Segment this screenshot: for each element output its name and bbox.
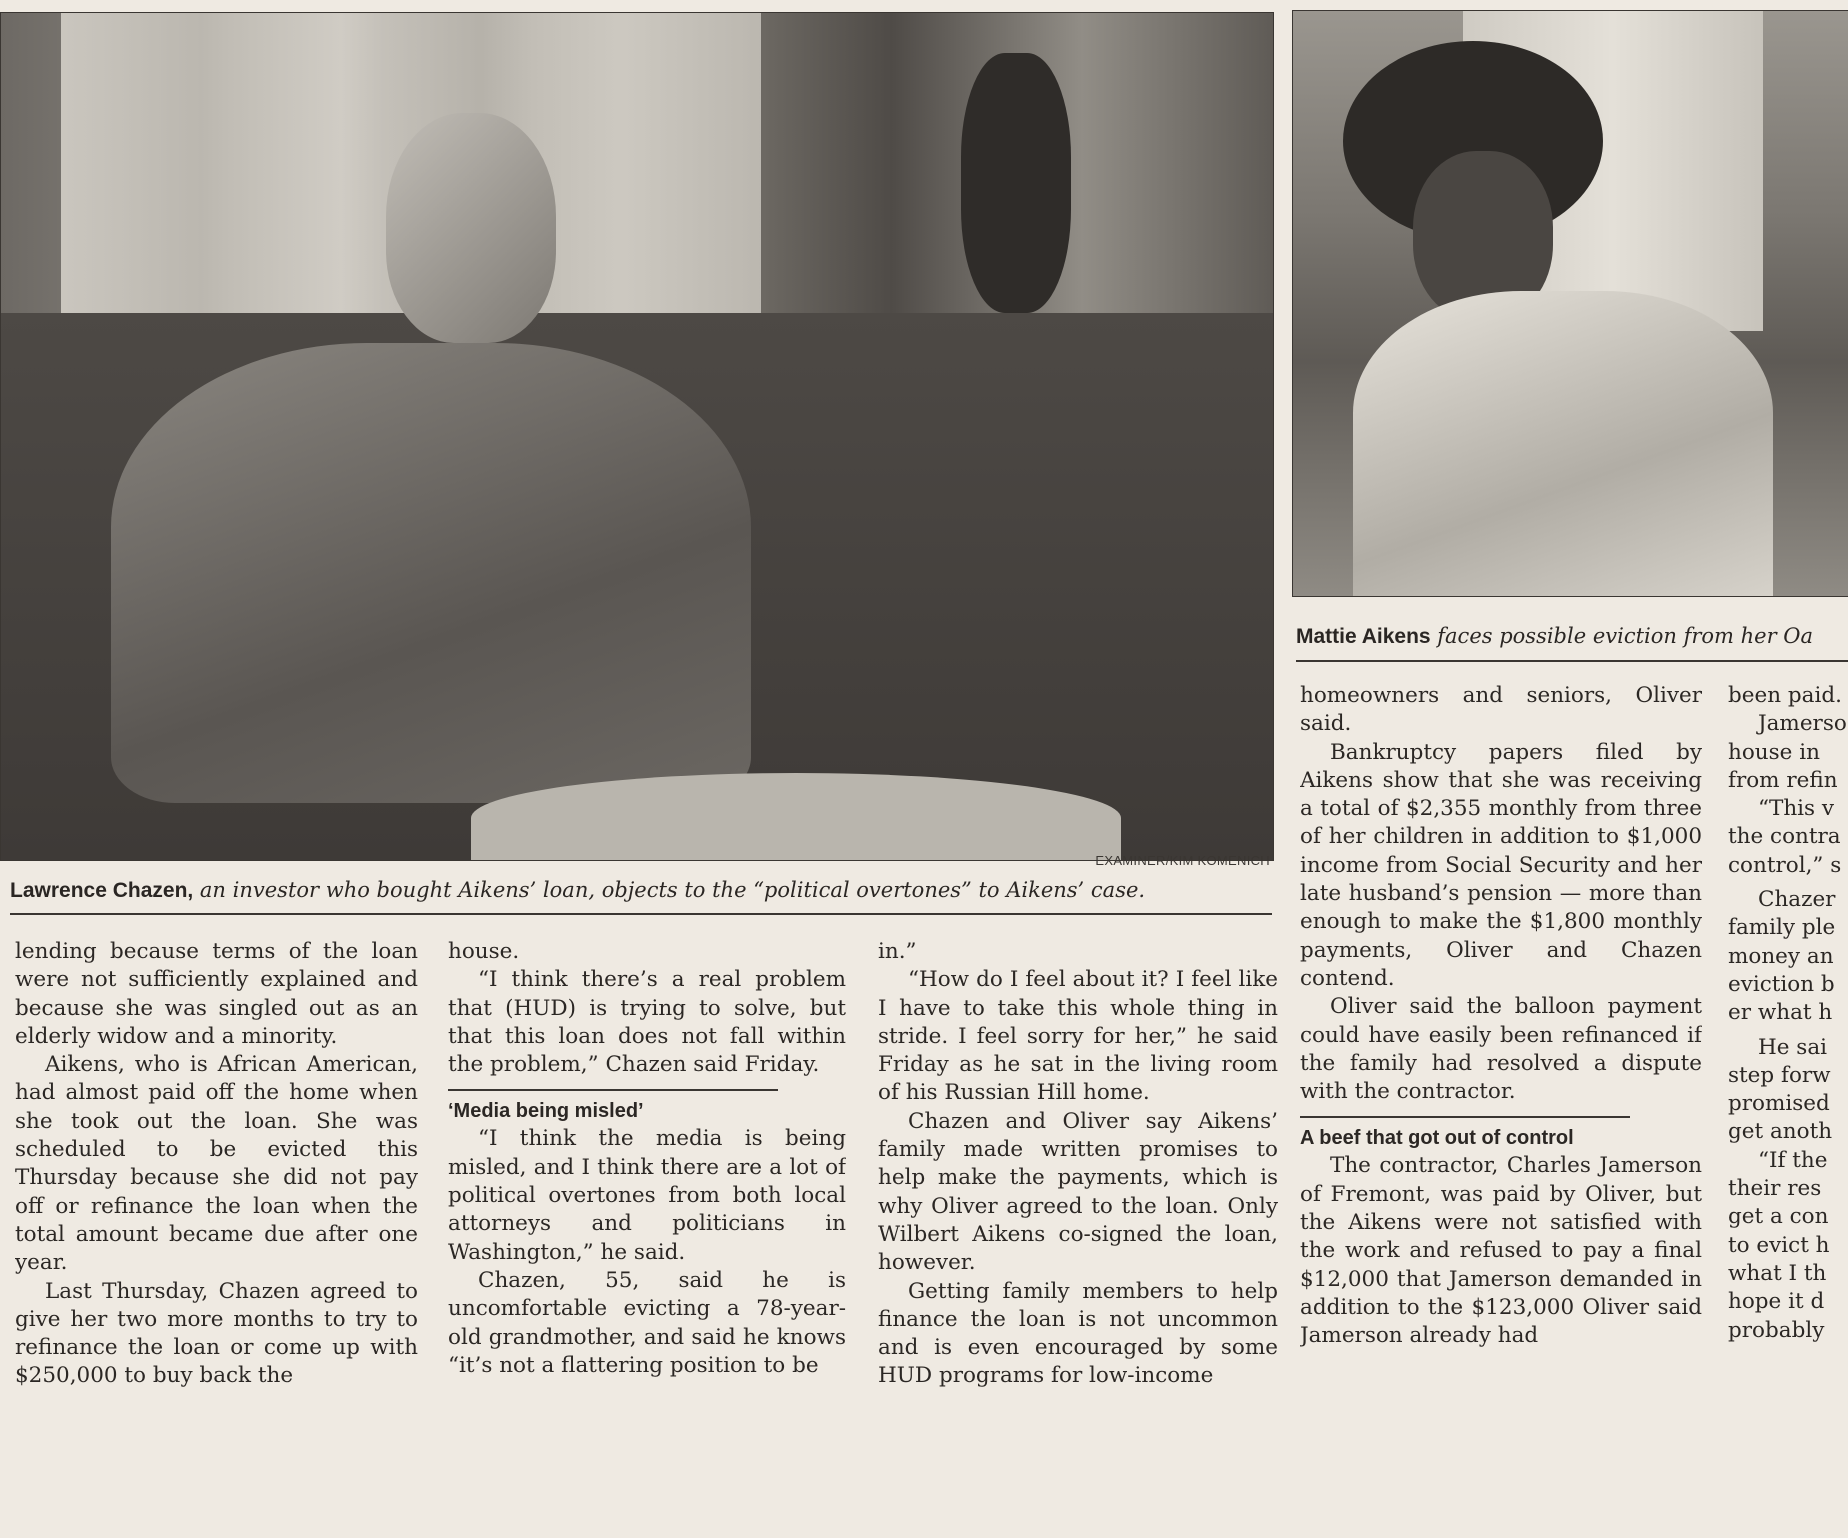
paragraph: lending because terms of the loan were not sufficiently explained and because she was singled out as an elderly widow and a minority.	[15, 939, 418, 1049]
text-line: control,” s	[1728, 852, 1842, 878]
paragraph: Getting family members to help finance the loan is not uncommon and is even encouraged by some HUD programs for low-income	[878, 1278, 1278, 1389]
text-line: money an	[1728, 943, 1834, 969]
man-legs	[471, 773, 1121, 861]
text-line: been paid.	[1728, 683, 1842, 708]
caption-rule-right	[1296, 660, 1848, 662]
caption-name: Lawrence Chazen,	[10, 879, 194, 902]
text-line: step forw	[1728, 1062, 1831, 1088]
subhead-rule	[448, 1089, 778, 1091]
text-line: what I th	[1728, 1260, 1827, 1286]
text-line: to evict h	[1728, 1232, 1830, 1258]
text-line: “If the	[1758, 1147, 1828, 1173]
aikens-photo	[1292, 10, 1848, 597]
paragraph: Aikens, who is African American, had almost paid off the home when she took out the loan. She was scheduled to be evicted this Thursday because she did not pay off or refinance the loan when the total amount became due after one year.	[15, 1052, 418, 1276]
text-line: Jamerso	[1758, 711, 1847, 737]
text-line: family ple	[1728, 915, 1836, 941]
text-line: their res	[1728, 1176, 1822, 1202]
woman-blouse	[1353, 291, 1773, 596]
text-line: get anoth	[1728, 1119, 1833, 1145]
chazen-photo	[0, 12, 1274, 861]
text-line: the contra	[1728, 824, 1841, 850]
article-column-5-cropped	[1728, 682, 1848, 1482]
paragraph: house.	[448, 939, 520, 964]
subhead-beef: A beef that got out of control	[1300, 1127, 1574, 1150]
article-column-3	[878, 938, 1278, 1483]
paragraph: Bankruptcy papers filed by Aikens show that she was receiving a total of $2,355 monthly from three of her children in addition to $1,000 income from Social Security and her late husband’s pension — more than enough to make the $1,800 monthly payments, Oliver and Chazen contend.	[1300, 739, 1702, 991]
text-line: from refin	[1728, 767, 1838, 793]
paragraph: in.”	[878, 939, 917, 964]
caption-name: Mattie Aikens	[1296, 625, 1431, 648]
caption-text: faces possible eviction from her Oa	[1430, 624, 1814, 648]
photo-caption-right	[1296, 624, 1813, 649]
paragraph: Chazen and Oliver say Aikens’ family made written promises to help make the payments, which is why Oliver agreed to the loan. Only Wilbert Aikens co-signed the loan, however.	[878, 1108, 1278, 1276]
sculpture	[961, 53, 1071, 313]
text-line: get a con	[1728, 1204, 1829, 1230]
text-line: He sai	[1758, 1034, 1828, 1060]
article-column-1	[15, 938, 418, 1483]
photo-credit: EXAMINER/KIM KOMENICH	[1095, 853, 1270, 868]
text-line: Chazer	[1758, 887, 1836, 913]
text-line: promised	[1728, 1091, 1830, 1117]
article-column-2	[448, 938, 846, 1483]
paragraph: The contractor, Charles Jamerson of Fremont, was paid by Oliver, but the Aikens were not satisfied with the work and refused to pay a final $12,000 that Jamerson demanded in addition to the $123,000 Oliver said Jamerson already had	[1300, 1153, 1702, 1349]
photo-caption-left	[10, 878, 1145, 903]
man-head	[386, 113, 556, 343]
paragraph: homeowners and seniors, Oliver said.	[1300, 683, 1702, 737]
paragraph: Last Thursday, Chazen agreed to give her two more months to try to refinance the loan or come up with $250,000 to buy back the	[15, 1278, 418, 1389]
paragraph: Oliver said the balloon payment could have easily been refinanced if the family had resolved a dispute with the contractor.	[1300, 994, 1702, 1105]
text-line: hope it d	[1728, 1289, 1825, 1315]
subhead-rule	[1300, 1116, 1630, 1118]
text-line: probably	[1728, 1317, 1825, 1343]
paragraph: “How do I feel about it? I feel like I have to take this whole thing in stride. I feel sorry for her,” he said Friday as he sat in the living room of his Russian Hill home.	[878, 967, 1278, 1106]
text-line: er what h	[1728, 1000, 1833, 1026]
paragraph: “I think the media is being misled, and I think there are a lot of political overtones from both local attorneys and politicians in Washington,” he said.	[448, 1126, 846, 1265]
caption-rule-left	[10, 913, 1272, 915]
text-line: house in	[1728, 739, 1820, 765]
man-sweater	[111, 343, 751, 803]
caption-text: an investor who bought Aikens’ loan, objects to the “political overtones” to Aikens’ case.	[193, 878, 1146, 902]
text-line: “This v	[1758, 796, 1835, 822]
paragraph: “I think there’s a real problem that (HUD) is trying to solve, but that this loan does not fall within the problem,” Chazen said Friday.	[448, 967, 846, 1078]
article-column-4	[1300, 682, 1702, 1482]
subhead-media-misled: ‘Media being misled’	[448, 1100, 644, 1123]
text-line: eviction b	[1728, 971, 1835, 997]
paragraph: Chazen, 55, said he is uncomfortable evicting a 78-year-old grandmother, and said he knows “it’s not a flattering position to be	[448, 1267, 846, 1378]
